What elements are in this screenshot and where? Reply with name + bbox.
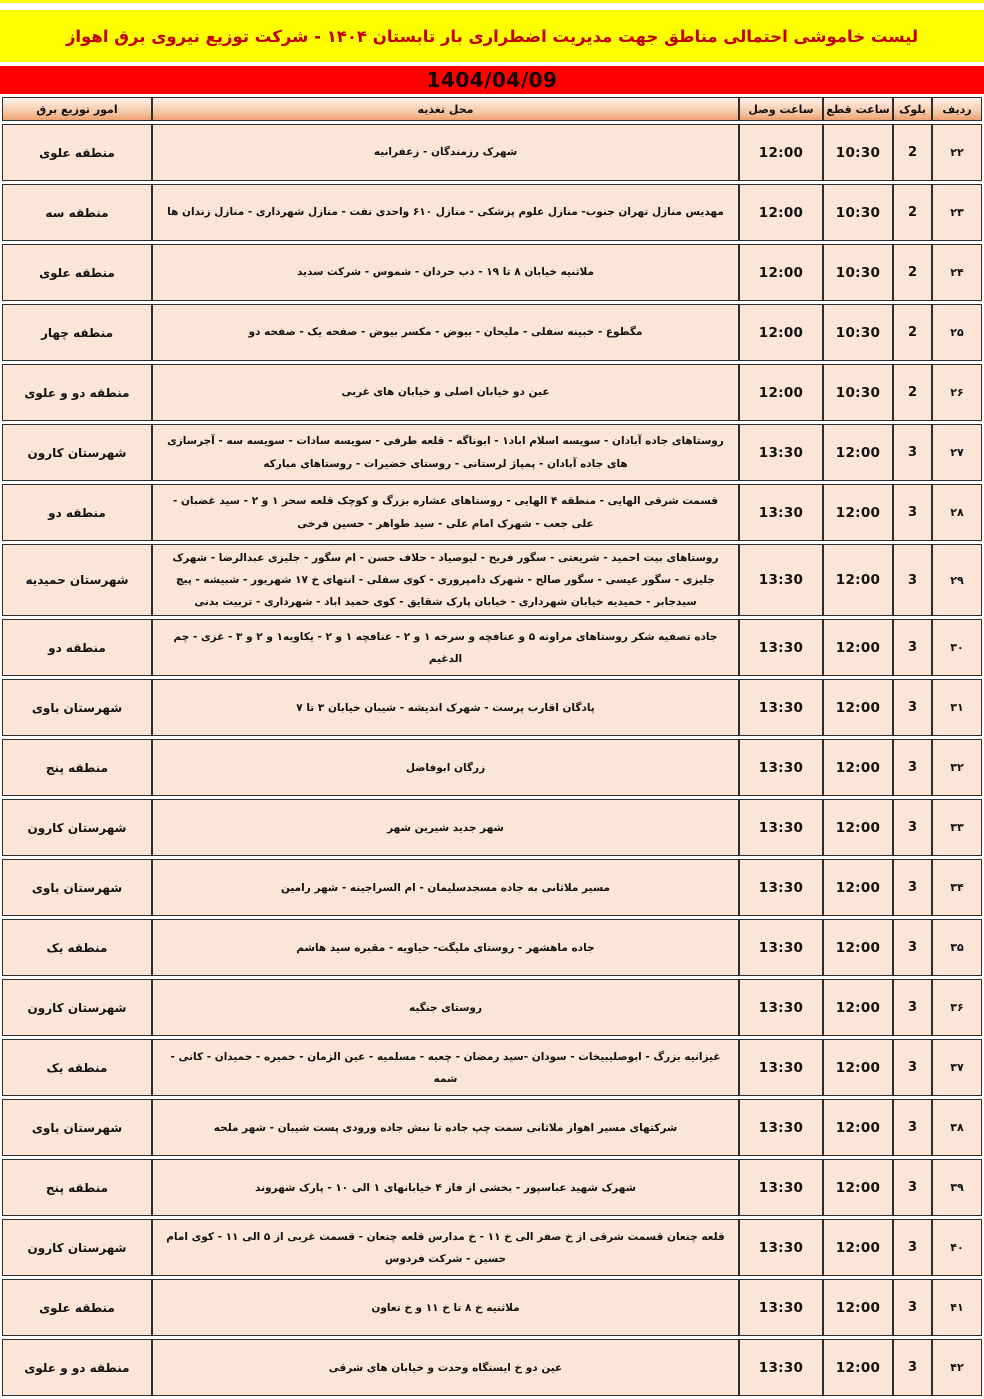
cell-location: شهرک شهید عباسپور - بخشی از فاز ۴ خیابانهای ۱ الی ۱۰ - پارک شهروند [152,1159,739,1216]
table-row [2,979,982,1036]
cell-restore-time: 13:30 [739,799,823,856]
cell-district: شهرستان حمیدیه [2,544,152,616]
cell-district: منطقه علوی [2,124,152,181]
cell-location: روستاهای بیت احمید - شریعتی - سگور فریح - لیوصیاد - حلاف حسن - ام سگور - جلیزی عبدالرضا - شهرک جلیزی - سگور عیسی - سگور صالح - شهرک دامپروری - کوی سفلی - انتهای خ ۱۷ شهریور - شبیشه - پیچ سیدجابر - حمیدیه خیابان شهرداری - خیابان پارک شقایق - کوی حمید اباد - شهرداری - تربیت بدنی [152,544,739,616]
cell-restore-time: 13:30 [739,859,823,916]
cell-row-number: ۴۲ [932,1339,982,1396]
table-row [2,739,982,796]
cell-block: 3 [893,1279,932,1336]
cell-location: قلعه چنعان قسمت شرقی از خ صفر الی خ ۱۱ - خ مدارس قلعه چنعان - قسمت غربی از ۵ الی ۱۱ - کوی امام حسین - شرکت فردوس [152,1219,739,1276]
cell-district: منطقه علوی [2,244,152,301]
outage-schedule-table [2,94,982,1399]
cell-district: منطقه دو و علوی [2,1339,152,1396]
cell-block: 2 [893,184,932,241]
cell-cut-time: 10:30 [823,364,893,421]
table-row [2,544,982,616]
cell-cut-time: 10:30 [823,304,893,361]
cell-block: 3 [893,859,932,916]
table-row [2,859,982,916]
cell-restore-time: 13:30 [739,679,823,736]
col-header-row-number: ردیف [932,97,982,121]
cell-location: غیزانیه بزرگ - ابوصلیبیخات - سودان -سید رمضان - چعبه - مسلمیه - عین الزمان - حمیره - حمیدان - کانی - شمه [152,1039,739,1096]
table-row [2,1099,982,1156]
page-title: لیست خاموشی احتمالی مناطق جهت مدیریت اضطراری بار تابستان ۱۴۰۴ - شرکت توزیع نیروی برق اهواز [65,26,919,46]
table-header [2,97,982,121]
cell-district: منطقه چهار [2,304,152,361]
cell-block: 3 [893,919,932,976]
cell-row-number: ۳۳ [932,799,982,856]
cell-row-number: ۳۹ [932,1159,982,1216]
table-row [2,244,982,301]
cell-district: شهرستان کارون [2,799,152,856]
cell-row-number: ۲۵ [932,304,982,361]
table-row [2,184,982,241]
cell-cut-time: 12:00 [823,679,893,736]
cell-location: پادگان اقارب پرست - شهرک اندیشه - شیبان خیابان ۳ تا ۷ [152,679,739,736]
date-label: 1404/04/09 [426,68,558,92]
top-gap [0,3,984,10]
cell-cut-time: 12:00 [823,1099,893,1156]
col-header-district: امور توزیع برق [2,97,152,121]
cell-cut-time: 12:00 [823,859,893,916]
cell-row-number: ۳۲ [932,739,982,796]
cell-restore-time: 13:30 [739,424,823,481]
cell-block: 2 [893,364,932,421]
cell-location: ملاثنیه خیابان ۸ تا ۱۹ - دب حردان - شموس - شرکت سدید [152,244,739,301]
table-row [2,619,982,676]
cell-row-number: ۲۲ [932,124,982,181]
cell-block: 3 [893,679,932,736]
cell-district: شهرستان باوی [2,679,152,736]
cell-district: منطقه یک [2,1039,152,1096]
cell-row-number: ۴۱ [932,1279,982,1336]
cell-location: زرگان ابوفاضل [152,739,739,796]
cell-district: منطقه پنج [2,739,152,796]
cell-row-number: ۲۸ [932,484,982,541]
cell-restore-time: 13:30 [739,1159,823,1216]
table-row [2,1339,982,1396]
table-row [2,1159,982,1216]
cell-row-number: ۳۱ [932,679,982,736]
cell-restore-time: 13:30 [739,1099,823,1156]
cell-block: 3 [893,619,932,676]
cell-block: 3 [893,1039,932,1096]
cell-restore-time: 12:00 [739,244,823,301]
cell-restore-time: 13:30 [739,544,823,616]
cell-block: 3 [893,1219,932,1276]
cell-cut-time: 10:30 [823,124,893,181]
cell-block: 3 [893,424,932,481]
col-header-location: محل تغذیه [152,97,739,121]
cell-location: روستای جنگیه [152,979,739,1036]
cell-cut-time: 12:00 [823,544,893,616]
cell-district: شهرستان کارون [2,424,152,481]
date-band [0,66,984,94]
cell-block: 3 [893,484,932,541]
cell-district: شهرستان کارون [2,1219,152,1276]
cell-restore-time: 12:00 [739,184,823,241]
table-row [2,124,982,181]
table-row [2,679,982,736]
cell-location: عین دو خیابان اصلی و خیابان های غربی [152,364,739,421]
cell-row-number: ۳۸ [932,1099,982,1156]
cell-block: 3 [893,739,932,796]
col-header-restore-time: ساعت وصل [739,97,823,121]
cell-restore-time: 13:30 [739,1219,823,1276]
cell-cut-time: 12:00 [823,484,893,541]
cell-cut-time: 12:00 [823,739,893,796]
cell-cut-time: 12:00 [823,799,893,856]
cell-location: شهرک رزمندگان - زعفرانیه [152,124,739,181]
cell-cut-time: 12:00 [823,1219,893,1276]
cell-block: 3 [893,544,932,616]
cell-cut-time: 12:00 [823,424,893,481]
cell-cut-time: 10:30 [823,184,893,241]
cell-cut-time: 10:30 [823,244,893,301]
cell-cut-time: 12:00 [823,1159,893,1216]
table-row [2,364,982,421]
cell-location: جاده ماهشهر - روستای ملیگت- حیاویه - مقبره سید هاشم [152,919,739,976]
cell-location: مگطوع - خبینه سفلی - ملیحان - بیوض - مکسر بیوض - صفحه یک - صفحه دو [152,304,739,361]
cell-district: منطقه علوی [2,1279,152,1336]
cell-location: ملاثنیه خ ۸ تا خ ۱۱ و خ تعاون [152,1279,739,1336]
cell-district: منطقه دو و علوی [2,364,152,421]
cell-block: 2 [893,304,932,361]
cell-restore-time: 13:30 [739,739,823,796]
cell-location: شهر جدید شیرین شهر [152,799,739,856]
cell-location: قسمت شرقی الهایی - منطقه ۴ الهایی - روستاهای عشاره بزرگ و کوچک قلعه سحر ۱ و ۲ - سید غضبان - علی جعب - شهرک امام علی - سید طواهر - حسین فرخی [152,484,739,541]
cell-restore-time: 13:30 [739,1339,823,1396]
cell-row-number: ۳۴ [932,859,982,916]
cell-location: مهدیس منازل تهران جنوب- منازل علوم پزشکی - منازل ۶۱۰ واحدی نفت - منازل شهرداری - منازل زندان ها [152,184,739,241]
table-row [2,1279,982,1336]
cell-row-number: ۳۰ [932,619,982,676]
cell-restore-time: 13:30 [739,979,823,1036]
cell-block: 3 [893,1099,932,1156]
col-header-cut-time: ساعت قطع [823,97,893,121]
cell-restore-time: 13:30 [739,919,823,976]
cell-location: روستاهای جاده آبادان - سویسه اسلام اباد۱ - ابوناگه - قلعه طرفی - سویسه سادات - سویسه سه - آجرسازی های جاده آبادان - پمپاژ لرستانی - روستای خضیرات - روستاهای مبارکه [152,424,739,481]
table-body [2,124,982,1396]
cell-location: شرکتهای مسیر اهواز ملاثانی سمت چپ جاده تا نبش جاده ورودی پست شیبان - شهر ملحه [152,1099,739,1156]
cell-district: منطقه پنج [2,1159,152,1216]
cell-cut-time: 12:00 [823,1279,893,1336]
table-row [2,484,982,541]
cell-row-number: ۴۰ [932,1219,982,1276]
table-row [2,1039,982,1096]
cell-row-number: ۳۵ [932,919,982,976]
cell-row-number: ۲۴ [932,244,982,301]
cell-block: 3 [893,979,932,1036]
table-row [2,799,982,856]
table-header-row [2,97,982,121]
cell-restore-time: 13:30 [739,619,823,676]
cell-district: منطقه سه [2,184,152,241]
table-row [2,304,982,361]
cell-restore-time: 13:30 [739,1039,823,1096]
cell-cut-time: 12:00 [823,979,893,1036]
cell-row-number: ۳۶ [932,979,982,1036]
cell-restore-time: 12:00 [739,364,823,421]
cell-restore-time: 12:00 [739,124,823,181]
cell-row-number: ۳۷ [932,1039,982,1096]
cell-location: مسیر ملاثانی به جاده مسجدسلیمان - ام السراجینه - شهر رامین [152,859,739,916]
cell-district: منطقه دو [2,484,152,541]
cell-block: 3 [893,1339,932,1396]
cell-row-number: ۲۳ [932,184,982,241]
cell-district: شهرستان باوی [2,1099,152,1156]
cell-cut-time: 12:00 [823,919,893,976]
table-row [2,424,982,481]
title-band [0,10,984,62]
cell-row-number: ۲۹ [932,544,982,616]
cell-cut-time: 12:00 [823,619,893,676]
cell-cut-time: 12:00 [823,1039,893,1096]
cell-row-number: ۲۷ [932,424,982,481]
cell-district: منطقه دو [2,619,152,676]
cell-district: شهرستان کارون [2,979,152,1036]
cell-location: جاده تصفیه شکر روستاهای مراونه ۵ و عنافچه و سرخه ۱ و ۲ - عنافچه ۱ و ۲ - یکاویه۱ و ۲ و ۳ - غزی - چم الدغیم [152,619,739,676]
cell-restore-time: 13:30 [739,484,823,541]
cell-district: شهرستان باوی [2,859,152,916]
cell-restore-time: 13:30 [739,1279,823,1336]
cell-cut-time: 12:00 [823,1339,893,1396]
table-row [2,1219,982,1276]
cell-block: 2 [893,124,932,181]
cell-row-number: ۲۶ [932,364,982,421]
cell-block: 3 [893,799,932,856]
table-row [2,919,982,976]
cell-location: عین دو خ ایستگاه وحدت و خیابان های شرقی [152,1339,739,1396]
col-header-block: بلوک [893,97,932,121]
cell-block: 2 [893,244,932,301]
cell-district: منطقه یک [2,919,152,976]
cell-block: 3 [893,1159,932,1216]
cell-restore-time: 12:00 [739,304,823,361]
